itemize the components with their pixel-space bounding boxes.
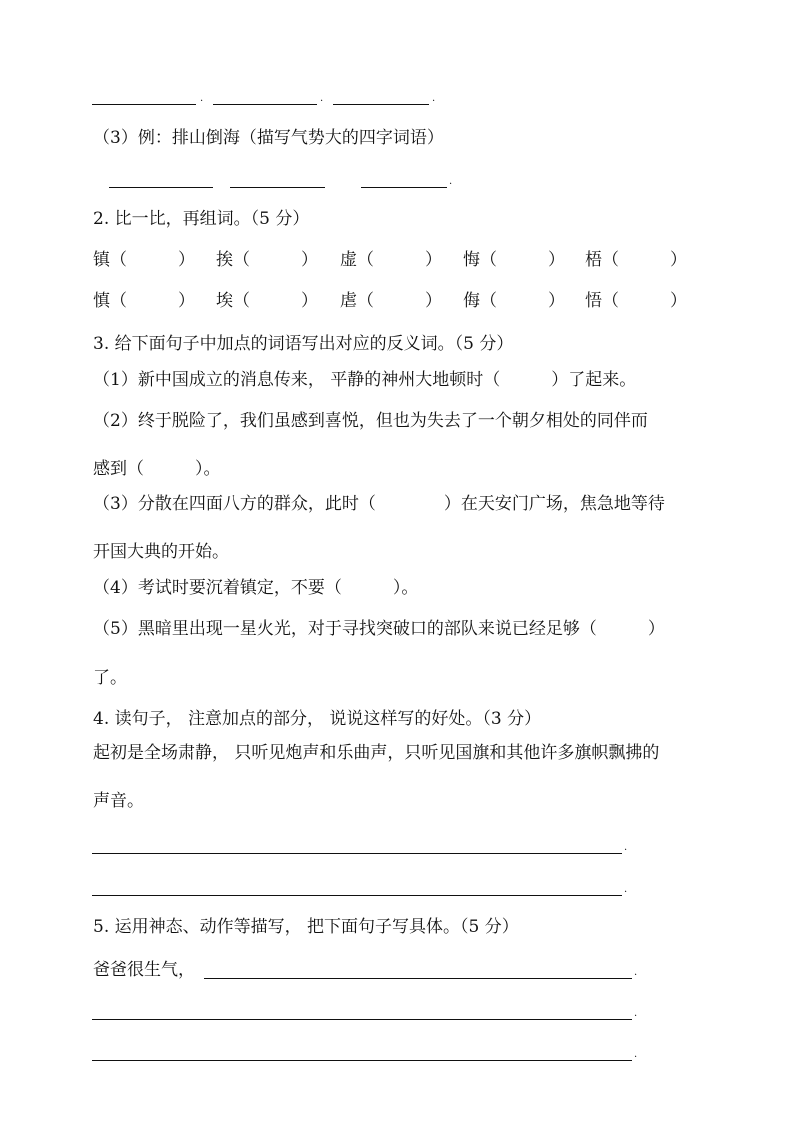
answer-line[interactable] (92, 1019, 632, 1020)
q3-sentence-3b: 开国大典的开始。 (93, 542, 229, 562)
answer-blank-line[interactable] (361, 187, 447, 188)
q3-sentence-2a: （2）终于脱险了，我们虽感到喜悦，但也为失去了一个朝夕相处的同伴而 (93, 411, 648, 431)
q3-sentence-5a: （5）黑暗里出现一星火光，对于寻找突破口的部队来说已经足够（ ） (93, 619, 665, 639)
q2-word-cell[interactable]: 悔（ ） (463, 250, 565, 270)
separator-dot: . (449, 176, 453, 187)
separator-dot: . (634, 1008, 638, 1019)
q2-word-cell[interactable]: 侮（ ） (463, 291, 565, 311)
q2-word-cell[interactable]: 慎（ ） (93, 291, 195, 311)
q3-sentence-1: （1）新中国成立的消息传来， 平静的神州大地顿时（ ）了起来。 (93, 370, 637, 390)
q3-sentence-5b: 了。 (93, 668, 127, 688)
q4-sentence-b: 声音。 (93, 791, 144, 811)
q2-word-cell[interactable]: 虐（ ） (340, 291, 442, 311)
answer-line[interactable] (204, 978, 632, 979)
separator-dot: . (624, 884, 628, 895)
separator-dot: . (634, 1049, 638, 1060)
q2-word-cell[interactable]: 挨（ ） (216, 250, 318, 270)
q3-sentence-4: （4）考试时要沉着镇定，不要（ ）。 (93, 578, 419, 598)
answer-line[interactable] (92, 1060, 632, 1061)
q5-prompt: 爸爸很生气， (93, 960, 195, 980)
answer-blank-line[interactable] (109, 187, 213, 188)
question-3-title: 3. 给下面句子中加点的词语写出对应的反义词。（5 分） (93, 334, 514, 354)
separator-dot: . (624, 842, 628, 853)
answer-blank-line[interactable] (230, 187, 325, 188)
answer-blank-line[interactable] (213, 104, 317, 105)
question-2-title: 2. 比一比，再组词。（5 分） (93, 209, 310, 229)
separator-dot: . (320, 93, 324, 104)
answer-blank-line[interactable] (92, 104, 196, 105)
separator-dot: . (634, 967, 638, 978)
q2-word-cell[interactable]: 梧（ ） (585, 250, 687, 270)
answer-line[interactable] (92, 853, 622, 854)
answer-line[interactable] (92, 895, 622, 896)
q2-word-cell[interactable]: 悟（ ） (585, 291, 687, 311)
q4-sentence-a: 起初是全场肃静， 只听见炮声和乐曲声，只听见国旗和其他许多旗帜飘拂的 (93, 743, 660, 763)
q2-word-cell[interactable]: 埃（ ） (216, 291, 318, 311)
q2-word-cell[interactable]: 虚（ ） (340, 250, 442, 270)
separator-dot: . (432, 93, 436, 104)
question-1-3-text: （3）例：排山倒海（描写气势大的四字词语） (93, 128, 444, 148)
question-5-title: 5. 运用神态、动作等描写， 把下面句子写具体。（5 分） (93, 917, 519, 937)
q2-word-cell[interactable]: 镇（ ） (93, 250, 195, 270)
answer-blank-line[interactable] (333, 104, 429, 105)
separator-dot: . (200, 93, 204, 104)
question-4-title: 4. 读句子， 注意加点的部分， 说说这样写的好处。（3 分） (93, 709, 542, 729)
q3-sentence-2b: 感到（ ）。 (93, 459, 221, 479)
q3-sentence-3a: （3）分散在四面八方的群众，此时（ ）在天安门广场，焦急地等待 (93, 494, 665, 514)
